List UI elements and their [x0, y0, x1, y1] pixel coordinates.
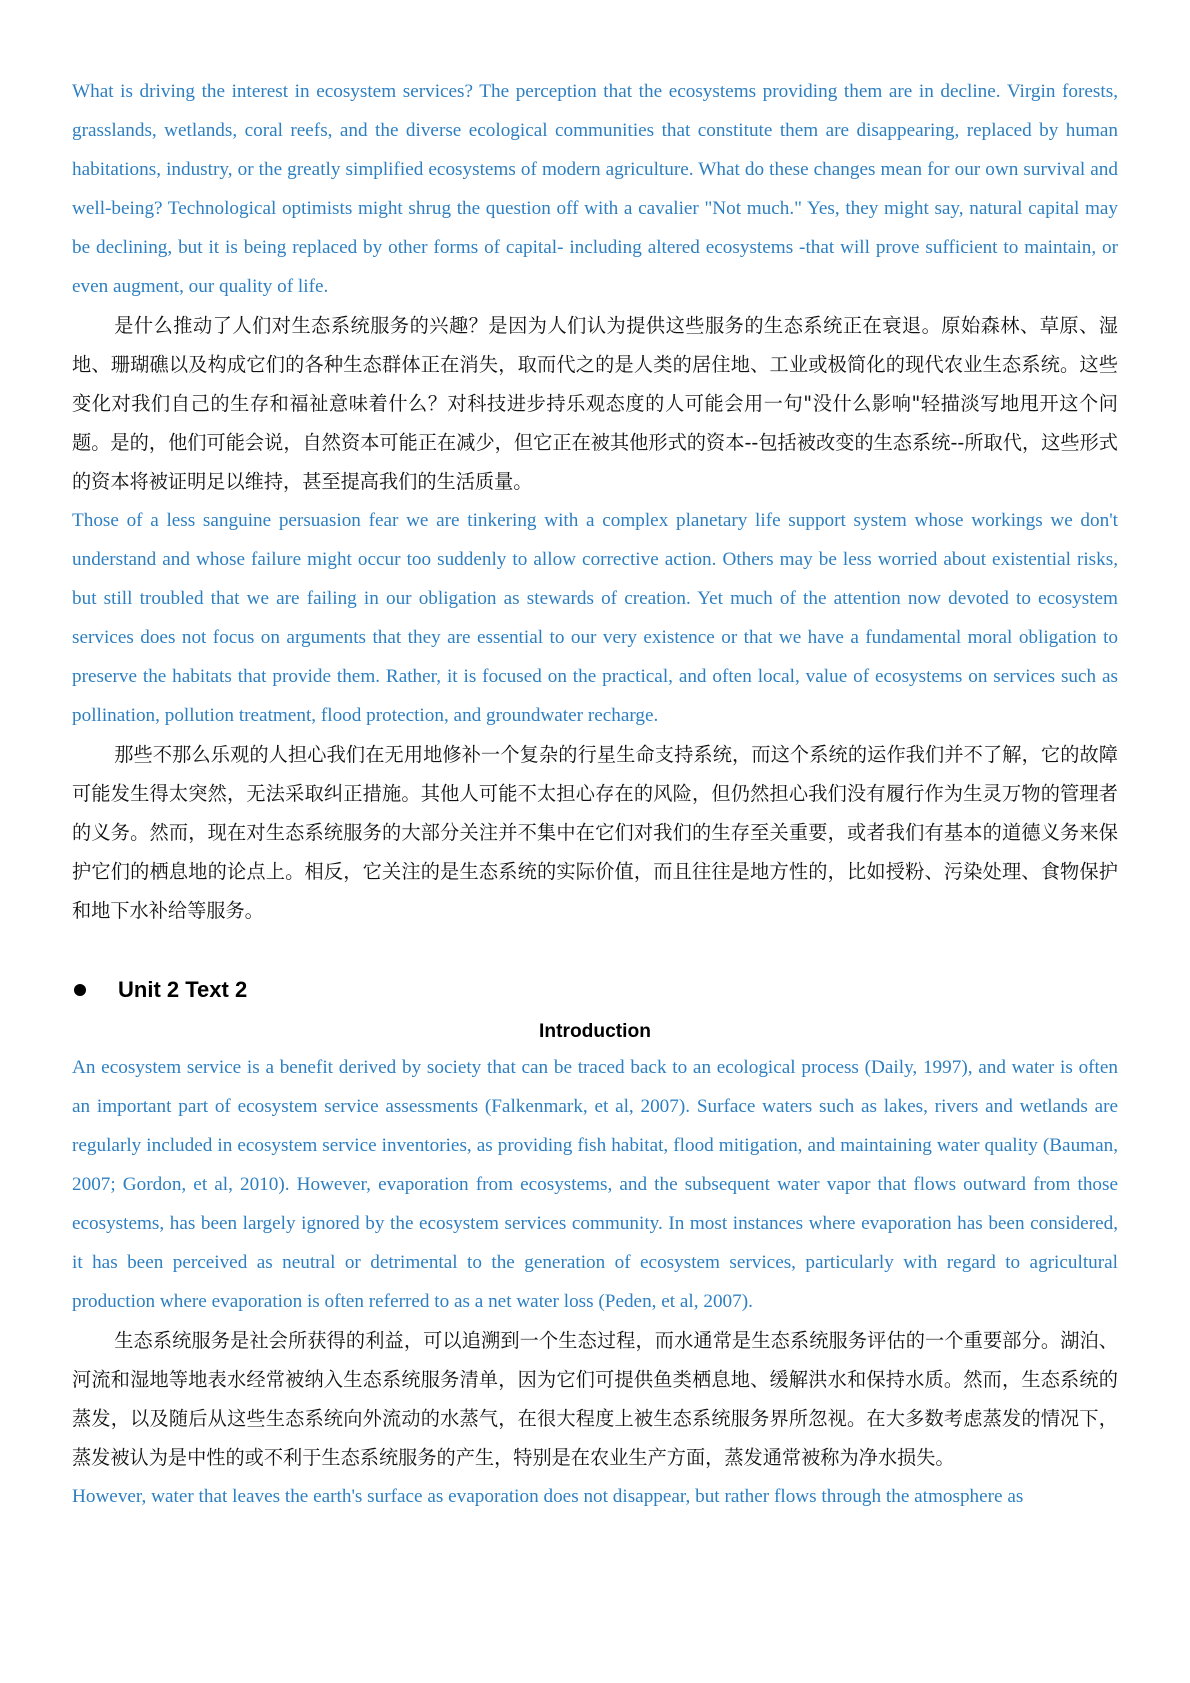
- chinese-paragraph: 那些不那么乐观的人担心我们在无用地修补一个复杂的行星生命支持系统，而这个系统的运作我们并不了解，它的故障可能发生得太突然，无法采取纠正措施。其他人可能不太担心存在的风险，但仍然担心我们没有履行作为生灵万物的管理者的义务。然而，现在对生态系统服务的大部分关注并不集中在它们对我们的生存至关重要，或者我们有基本的道德义务来保护它们的栖息地的论点上。相反，它关注的是生态系统的实际价值，而且往往是地方性的，比如授粉、污染处理、食物保护和地下水补给等服务。: [72, 743, 1118, 922]
- english-paragraph: However, water that leaves the earth's surface as evaporation does not disappear, but rather flows through the atmosphere as: [72, 1486, 1024, 1507]
- english-paragraph: Those of a less sanguine persuasion fear we are tinkering with a complex planetary life support system whose workings we don't understand and whose failure might occur too suddenly to allow corrective action. Others may be less worried about existential risks, but still troubled that we are failing in our obligation as stewards of creation. Yet much of the attention now devoted to ecosystem services does not focus on arguments that they are essential to our very existence or that we have a fundamental moral obligation to preserve the habitats that provide them. Rather, it is focused on the practical, and often local, value of ecosystems on services such as pollination, pollution treatment, flood protection, and groundwater recharge.: [72, 510, 1118, 726]
- english-paragraph: What is driving the interest in ecosystem services? The perception that the ecosystems providing them are in decline. Virgin forests, grasslands, wetlands, coral reefs, and the diverse ecological communities that constitute them are disappearing, replaced by human habitations, industry, or the greatly simplified ecosystems of modern agriculture. What do these changes mean for our own survival and well-being? Technological optimists might shrug the question off with a cavalier "Not much." Yes, they might say, natural capital may be declining, but it is being replaced by other forms of capital- including altered ecosystems -that will prove sufficient to maintain, or even augment, our quality of life.: [72, 81, 1118, 297]
- section-heading: Unit 2 Text 2: [118, 977, 248, 1002]
- bullet-icon: [74, 984, 86, 996]
- document-body: [72, 72, 1118, 1516]
- chinese-paragraph: 生态系统服务是社会所获得的利益，可以追溯到一个生态过程，而水通常是生态系统服务评估的一个重要部分。湖泊、河流和湿地等地表水经常被纳入生态系统服务清单，因为它们可提供鱼类栖息地、缓解洪水和保持水质。然而，生态系统的蒸发，以及随后从这些生态系统向外流动的水蒸气，在很大程度上被生态系统服务界所忽视。在大多数考虑蒸发的情况下，蒸发被认为是中性的或不利于生态系统服务的产生，特别是在农业生产方面，蒸发通常被称为净水损失。: [72, 1329, 1118, 1469]
- section-spacer: [72, 930, 1118, 968]
- section-heading-row: [72, 968, 1118, 1012]
- chinese-paragraph: 是什么推动了人们对生态系统服务的兴趣？是因为人们认为提供这些服务的生态系统正在衰退。原始森林、草原、湿地、珊瑚礁以及构成它们的各种生态群体正在消失，取而代之的是人类的居住地、工业或极简化的现代农业生态系统。这些变化对我们自己的生存和福祉意味着什么？对科技进步持乐观态度的人可能会用一句"没什么影响"轻描淡写地甩开这个问题。是的，他们可能会说，自然资本可能正在减少，但它正在被其他形式的资本--包括被改变的生态系统--所取代，这些形式的资本将被证明足以维持，甚至提高我们的生活质量。: [72, 314, 1118, 493]
- section-subheading: Introduction: [539, 1021, 651, 1042]
- english-paragraph: An ecosystem service is a benefit derived by society that can be traced back to an ecological process (Daily, 1997), and water is often an important part of ecosystem service assessments (Falkenmark, et al, 2007). Surface waters such as lakes, rivers and wetlands are regularly included in ecosystem service inventories, as providing fish habitat, flood mitigation, and maintaining water quality (Bauman, 2007; Gordon, et al, 2010). However, evaporation from ecosystems, and the subsequent water vapor that flows outward from those ecosystems, has been largely ignored by the ecosystem services community. In most instances where evaporation has been considered, it has been perceived as neutral or detrimental to the generation of ecosystem services, particularly with regard to agricultural production where evaporation is often referred to as a net water loss (Peden, et al, 2007).: [72, 1057, 1118, 1312]
